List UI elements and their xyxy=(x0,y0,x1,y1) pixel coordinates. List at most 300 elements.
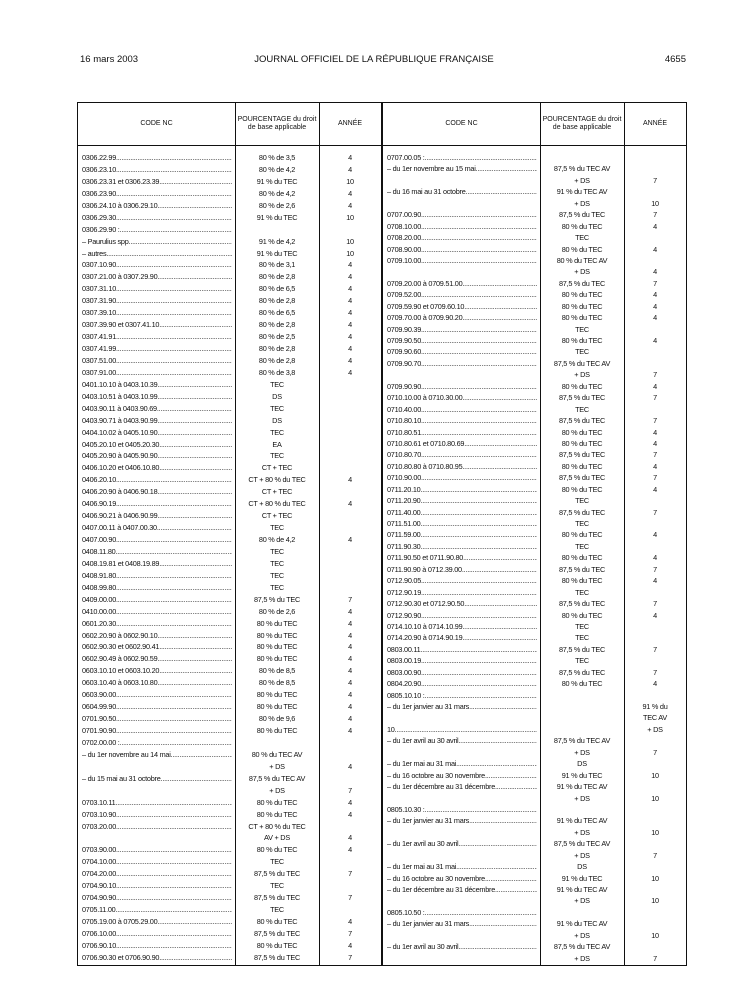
table-row xyxy=(383,164,686,175)
table-row xyxy=(383,485,686,496)
table-row xyxy=(383,176,686,187)
cell-year: 4 xyxy=(348,606,352,616)
table-row xyxy=(78,714,381,726)
cell-year: 4 xyxy=(653,438,657,448)
table-row xyxy=(383,748,686,759)
table-row xyxy=(78,690,381,702)
cell-rate: 80 % du TEC xyxy=(256,809,298,819)
table-row xyxy=(383,370,686,381)
table-row xyxy=(383,862,686,873)
cell-rate: + DS xyxy=(574,896,590,906)
cell-code: – du 1er mai au 31 mai ..... xyxy=(387,759,537,768)
cell-rate: DS xyxy=(272,391,282,401)
table-row xyxy=(383,622,686,633)
cell-rate: 80 % du TEC xyxy=(256,917,298,926)
table-row xyxy=(78,201,381,213)
cell-code: – du 16 octobre au 30 novembre ..... xyxy=(387,874,537,883)
cell-rate: 80 % du TEC xyxy=(256,797,298,807)
cell-rate: 80 % du TEC xyxy=(561,313,603,323)
table-row xyxy=(383,462,686,473)
table-row xyxy=(78,260,381,272)
table-row xyxy=(78,499,381,511)
cell-rate: 80 % du TEC xyxy=(256,940,298,950)
cell-code: 0603.90.00 ..... xyxy=(82,690,232,699)
table-row xyxy=(383,553,686,564)
cell-code: 0602.20.90 à 0602.90.10 ..... xyxy=(82,631,232,640)
cell-rate: + DS xyxy=(574,175,590,185)
cell-code: – du 16 octobre au 30 novembre ..... xyxy=(387,771,537,780)
table-row xyxy=(383,210,686,221)
cell-rate: TEC xyxy=(575,233,589,243)
table-row xyxy=(78,571,381,583)
cell-rate: 80 % de 6,5 xyxy=(258,284,296,294)
table-row xyxy=(383,611,686,622)
table-header xyxy=(383,103,686,146)
cell-code: 0712.90.30 et 0712.90.50 ..... xyxy=(387,599,537,608)
cell-year: 4 xyxy=(348,797,352,807)
table-row xyxy=(383,279,686,290)
table-row xyxy=(78,941,381,953)
table-row xyxy=(78,905,381,917)
cell-year: 10 xyxy=(346,236,354,246)
cell-rate: 91 % du TEC xyxy=(561,873,603,883)
table-row xyxy=(78,953,381,965)
cell-code: – du 1er novembre au 15 mai ..... xyxy=(387,164,537,173)
cell-rate: 80 % du TEC xyxy=(561,336,603,345)
cell-rate: + DS xyxy=(574,198,590,208)
cell-code: 0707.00.05 : ..... xyxy=(387,153,537,162)
table-row xyxy=(383,759,686,770)
table-row xyxy=(383,896,686,907)
cell-rate: CT + TEC xyxy=(261,463,293,473)
cell-rate: 87,5 % du TEC AV xyxy=(553,164,611,174)
table-row xyxy=(78,475,381,487)
header-year: ANNÉE xyxy=(642,120,668,127)
cell-code: 0712.90.05 ..... xyxy=(387,576,537,585)
table-body xyxy=(383,153,686,965)
cell-year: 4 xyxy=(348,654,352,664)
table-row xyxy=(78,308,381,320)
table-row xyxy=(383,771,686,782)
cell-code: 0708.10.00 ..... xyxy=(387,222,537,231)
cell-rate: 80 % du TEC xyxy=(561,576,603,586)
cell-code: 0705.11.00 ..... xyxy=(82,905,232,914)
cell-rate: 87,5 % du TEC xyxy=(558,644,606,654)
cell-year: 4 xyxy=(348,714,352,724)
table-row xyxy=(78,666,381,678)
cell-code: 0710.80.80 à 0710.80.95 ..... xyxy=(387,462,537,471)
table-row xyxy=(383,954,686,965)
table-row xyxy=(78,833,381,845)
table-row xyxy=(383,576,686,587)
cell-rate: 80 % du TEC xyxy=(256,845,298,855)
cell-rate: 80 % de 2,8 xyxy=(258,355,296,365)
table-row xyxy=(383,736,686,747)
table-row xyxy=(383,702,686,713)
cell-year: 10 xyxy=(346,176,354,186)
cell-rate: + DS xyxy=(574,747,590,757)
cell-rate: 80 % de 2,6 xyxy=(258,606,296,616)
table-row xyxy=(383,325,686,336)
cell-year: 7 xyxy=(653,644,657,654)
cell-rate: 80 % de 2,8 xyxy=(258,344,296,353)
table-row xyxy=(383,816,686,827)
cell-code: 0703.20.00 ..... xyxy=(82,822,232,831)
cell-code: 0408.11.80 ..... xyxy=(82,547,232,556)
table-row xyxy=(78,440,381,452)
table-row xyxy=(383,805,686,816)
table-row xyxy=(383,496,686,507)
cell-rate: TEC xyxy=(270,451,284,461)
cell-year: 4 xyxy=(653,679,657,689)
cell-code: 0804.20.90 ..... xyxy=(387,679,537,688)
cell-rate: 80 % du TEC xyxy=(256,690,298,700)
cell-code: 0602.90.49 à 0602.90.59 ..... xyxy=(82,654,232,663)
table-row xyxy=(383,713,686,724)
table-row xyxy=(78,416,381,428)
cell-rate: 80 % de 9,6 xyxy=(258,714,296,724)
table-row xyxy=(383,885,686,896)
cell-code: 0307.39.10 ..... xyxy=(82,308,232,317)
table-row xyxy=(78,583,381,595)
table-row xyxy=(78,165,381,177)
cell-rate: 80 % de 2,8 xyxy=(258,272,296,282)
cell-rate: + DS xyxy=(269,761,285,771)
cell-year: 4 xyxy=(348,272,352,282)
cell-year: 7 xyxy=(653,210,657,220)
cell-year: 7 xyxy=(348,869,352,879)
cell-rate: 80 % du TEC xyxy=(561,438,603,448)
cell-code: 0711.40.00 ..... xyxy=(387,508,537,517)
table-row xyxy=(78,869,381,881)
table-row xyxy=(383,233,686,244)
cell-code: 0711.90.90 à 0712.39.00 ..... xyxy=(387,565,537,574)
cell-code: 0710.80.51 ..... xyxy=(387,428,537,437)
cell-year: 4 xyxy=(653,461,657,471)
table-row xyxy=(383,656,686,667)
cell-code: 0706.90.30 et 0706.90.90 ..... xyxy=(82,953,232,962)
cell-rate: 87,5 % du TEC xyxy=(253,928,301,938)
cell-year: 4 xyxy=(348,761,352,771)
table-row xyxy=(78,631,381,643)
table-row xyxy=(383,679,686,690)
cell-rate: CT + TEC xyxy=(261,487,293,497)
cell-code: 0709.90.50 ..... xyxy=(387,336,537,345)
cell-year: 7 xyxy=(653,953,657,963)
table-row xyxy=(78,798,381,810)
cell-code: 0803.00.11 ..... xyxy=(387,645,537,654)
cell-code: 0709.90.90 ..... xyxy=(387,382,537,391)
cell-code: 0711.90.30 ..... xyxy=(387,542,537,551)
table-row xyxy=(383,645,686,656)
cell-code: – du 1er janvier au 31 mars ..... xyxy=(387,702,537,711)
cell-code: 0711.59.00 ..... xyxy=(387,530,537,539)
cell-rate: TEC xyxy=(270,582,284,592)
cell-rate: + DS xyxy=(574,953,590,963)
table-row xyxy=(78,320,381,332)
table-row xyxy=(78,344,381,356)
table-row xyxy=(78,272,381,284)
cell-code: 0805.10.10 : ..... xyxy=(387,691,537,700)
cell-rate: 80 % du TEC xyxy=(256,618,298,628)
cell-code: 0709.20.00 à 0709.51.00 ..... xyxy=(387,279,537,288)
cell-year: 4 xyxy=(653,313,657,323)
cell-code: 0306.23.90 ..... xyxy=(82,189,232,198)
cell-rate: + DS xyxy=(574,930,590,940)
cell-code: 0307.10.90 ..... xyxy=(82,260,232,269)
cell-year: 10 xyxy=(346,248,354,258)
cell-year: 4 xyxy=(653,301,657,311)
table-row xyxy=(78,249,381,261)
cell-code: 0406.90.19 ..... xyxy=(82,499,232,508)
journal-title: JOURNAL OFFICIEL DE LA RÉPUBLIQUE FRANÇAISE xyxy=(254,54,494,65)
cell-code: 0710.80.70 ..... xyxy=(387,450,537,459)
table-row xyxy=(383,393,686,404)
table-row xyxy=(78,810,381,822)
cell-code: 0714.20.90 à 0714.90.19 ..... xyxy=(387,633,537,642)
cell-code: 0701.90.50 ..... xyxy=(82,714,232,723)
table-row xyxy=(78,881,381,893)
table-row xyxy=(78,213,381,225)
cell-code: 0709.10.00 ..... xyxy=(387,256,537,265)
table-row xyxy=(78,404,381,416)
cell-rate: TEC xyxy=(270,546,284,556)
cell-year: 4 xyxy=(348,833,352,843)
table-row xyxy=(383,405,686,416)
cell-year: 4 xyxy=(348,260,352,270)
cell-rate: 91 % du TEC xyxy=(256,248,298,258)
cell-rate: TEC xyxy=(270,905,284,915)
cell-code: 0709.90.70 ..... xyxy=(387,359,537,368)
cell-rate: 80 % du TEC xyxy=(256,726,298,735)
table-row xyxy=(78,702,381,714)
table-row xyxy=(78,786,381,798)
cell-rate: 80 % du TEC xyxy=(561,221,603,231)
cell-rate: 80 % de 2,8 xyxy=(258,320,296,330)
cell-code: 0805.10.50 : ..... xyxy=(387,908,537,917)
cell-rate: 91 % du TEC xyxy=(561,770,603,780)
cell-rate: 87,5 % du TEC xyxy=(558,210,606,220)
cell-code: 0601.20.30 ..... xyxy=(82,619,232,628)
cell-year: 7 xyxy=(653,507,657,517)
cell-code: 0709.59.90 et 0709.60.10 ..... xyxy=(387,302,537,311)
cell-code: 0602.90.30 et 0602.90.41 ..... xyxy=(82,642,232,651)
cell-code: – du 1er mai au 31 mai ..... xyxy=(387,862,537,871)
cell-rate: EA xyxy=(272,439,282,449)
cell-rate: 80 % du TEC xyxy=(561,290,603,300)
cell-rate: DS xyxy=(272,415,282,425)
cell-code: 0710.80.10 ..... xyxy=(387,416,537,425)
cell-code: 0712.90.19 ..... xyxy=(387,588,537,597)
cell-code: 0704.90.10 ..... xyxy=(82,881,232,890)
table-row xyxy=(383,519,686,530)
cell-rate: TEC xyxy=(575,541,589,551)
cell-year: 4 xyxy=(348,344,352,353)
table-row xyxy=(78,607,381,619)
cell-rate: 91 % du TEC AV xyxy=(556,782,608,792)
table-row xyxy=(78,750,381,762)
table-row xyxy=(383,336,686,347)
cell-rate: 87,5 % du TEC xyxy=(253,893,301,903)
cell-rate: 80 % du TEC xyxy=(256,654,298,664)
cell-rate: TEC xyxy=(575,656,589,666)
cell-year: 4 xyxy=(348,320,352,330)
cell-code: 0406.90.21 à 0406.90.99 ..... xyxy=(82,511,232,520)
cell-rate: 87,5 % du TEC xyxy=(558,473,606,483)
cell-code: 0711.20.90 ..... xyxy=(387,496,537,505)
cell-rate: 80 % du TEC xyxy=(561,484,603,494)
cell-code: 0706.10.00 ..... xyxy=(82,929,232,938)
cell-year: 4 xyxy=(348,200,352,210)
table-row xyxy=(78,368,381,380)
cell-rate: TEC xyxy=(270,427,284,437)
table-row xyxy=(383,187,686,198)
table-row xyxy=(383,942,686,953)
table-row xyxy=(78,284,381,296)
cell-code: 0710.80.61 et 0710.80.69 ..... xyxy=(387,439,537,448)
cell-code: 0709.52.00 ..... xyxy=(387,290,537,299)
cell-rate: 87,5 % du TEC AV xyxy=(553,358,611,368)
cell-code: 0805.10.30 : ..... xyxy=(387,805,537,814)
table-row xyxy=(78,153,381,165)
cell-code: 0306.23.31 et 0306.23.39 ..... xyxy=(82,177,232,186)
cell-rate: 80 % de 6,5 xyxy=(258,308,296,318)
cell-rate: CT + 80 % du TEC xyxy=(248,821,306,831)
table-row xyxy=(383,222,686,233)
cell-code: 0410.00.00 ..... xyxy=(82,607,232,616)
cell-code: – du 1er avril au 30 avril ..... xyxy=(387,736,537,745)
table-row xyxy=(78,535,381,547)
cell-code: 0405.20.10 et 0405.20.30 ..... xyxy=(82,440,232,449)
table-row xyxy=(383,290,686,301)
cell-year: 4 xyxy=(348,630,352,640)
cell-code: – autres ..... xyxy=(82,249,232,258)
cell-year: 4 xyxy=(653,381,657,391)
cell-rate: TEC xyxy=(575,404,589,414)
cell-code: 0603.10.40 à 0603.10.80 ..... xyxy=(82,678,232,687)
cell-year: 10 xyxy=(651,198,659,208)
table-header xyxy=(78,103,381,146)
cell-code: 0403.10.51 à 0403.10.99 ..... xyxy=(82,392,232,401)
cell-rate: 91 % du TEC AV xyxy=(556,919,608,929)
table-row xyxy=(78,619,381,631)
cell-rate: 80 % de 3,8 xyxy=(258,367,296,377)
table-row xyxy=(383,508,686,519)
cell-year: 4 xyxy=(348,296,352,306)
cell-rate: 91 % de 4,2 xyxy=(258,236,296,246)
cell-rate: DS xyxy=(577,759,587,769)
cell-rate: 87,5 % du TEC xyxy=(558,564,606,574)
cell-code: 0703.10.11 ..... xyxy=(82,798,232,807)
cell-rate: TEC xyxy=(575,519,589,528)
cell-code: – du 1er novembre au 14 mai ..... xyxy=(82,750,232,759)
cell-code: 0404.10.02 à 0405.10.90 ..... xyxy=(82,428,232,437)
cell-code: 0306.24.10 à 0306.29.10 ..... xyxy=(82,201,232,210)
table-row xyxy=(383,599,686,610)
cell-code: 0709.70.00 à 0709.90.20 ..... xyxy=(387,313,537,322)
table-row xyxy=(383,794,686,805)
cell-rate: TEC xyxy=(270,558,284,568)
table-row xyxy=(78,845,381,857)
table-row xyxy=(78,451,381,463)
table-row xyxy=(383,633,686,644)
cell-rate: 80 % de 2,6 xyxy=(258,200,296,210)
cell-rate: 91 % du TEC xyxy=(256,176,298,186)
cell-code: 0307.41.91 ..... xyxy=(82,332,232,341)
cell-year: 4 xyxy=(653,610,657,620)
cell-code: 0408.99.80 ..... xyxy=(82,583,232,592)
cell-year: 4 xyxy=(653,267,657,277)
cell-rate: TEC xyxy=(575,633,589,643)
cell-rate: 87,5 % du TEC AV xyxy=(248,773,306,783)
cell-rate: + DS xyxy=(574,850,590,860)
cell-code: – du 16 mai au 31 octobre ..... xyxy=(387,187,537,196)
cell-rate: 80 % du TEC xyxy=(561,530,603,540)
cell-year: 7 xyxy=(653,450,657,460)
cell-code: 0711.20.10 ..... xyxy=(387,485,537,494)
cell-code: – du 1er avril au 30 avril ..... xyxy=(387,839,537,848)
cell-year: 10 xyxy=(651,873,659,883)
table-row xyxy=(383,347,686,358)
cell-year: 4 xyxy=(348,499,352,509)
table-row xyxy=(383,542,686,553)
cell-code: – du 1er avril au 30 avril ..... xyxy=(387,942,537,951)
cell-year: 7 xyxy=(348,952,352,962)
cell-year: 4 xyxy=(348,618,352,628)
cell-rate: 80 % du TEC xyxy=(256,630,298,640)
header-code-nc: CODE NC xyxy=(445,120,478,127)
cell-rate: 87,5 % du TEC AV xyxy=(553,736,611,746)
cell-rate: 80 % du TEC AV xyxy=(251,749,303,759)
cell-rate: 91 % du TEC AV xyxy=(556,816,608,826)
page-date: 16 mars 2003 xyxy=(80,54,139,65)
cell-year: 4 xyxy=(348,702,352,712)
cell-code: 0701.90.90 ..... xyxy=(82,726,232,735)
table-row xyxy=(78,642,381,654)
cell-code: 0306.29.30 ..... xyxy=(82,213,232,222)
cell-year: 4 xyxy=(348,678,352,688)
cell-year: 7 xyxy=(653,667,657,677)
page-number: 4655 xyxy=(664,54,686,65)
cell-code: – du 1er décembre au 31 décembre ..... xyxy=(387,782,537,791)
table-row xyxy=(78,428,381,440)
cell-rate: TEC xyxy=(270,523,284,533)
table-row xyxy=(383,874,686,885)
table-row xyxy=(78,523,381,535)
cell-rate: 80 % du TEC xyxy=(561,427,603,437)
table-row xyxy=(78,463,381,475)
cell-rate: + DS xyxy=(574,827,590,837)
cell-rate: 87,5 % du TEC xyxy=(558,450,606,460)
table-row xyxy=(383,428,686,439)
cell-year: 10 xyxy=(346,212,354,222)
cell-rate: 80 % du TEC xyxy=(561,610,603,620)
cell-code: 0307.39.90 et 0307.41.10 ..... xyxy=(82,320,232,329)
cell-code: 0704.10.00 ..... xyxy=(82,857,232,866)
cell-year: 7 xyxy=(348,928,352,938)
cell-code: 0702.00.00 : ..... xyxy=(82,738,232,747)
cell-rate: 87,5 % du TEC AV xyxy=(553,839,611,849)
cell-year: 4 xyxy=(348,308,352,318)
cell-year: 4 xyxy=(653,530,657,540)
cell-year: 7 xyxy=(653,278,657,288)
table-row xyxy=(383,828,686,839)
table-row xyxy=(383,267,686,278)
cell-rate: 87,5 % du TEC xyxy=(558,393,606,403)
cell-year: 10 xyxy=(651,930,659,940)
cell-rate: + DS xyxy=(574,370,590,380)
cell-code: – du 1er janvier au 31 mars ..... xyxy=(387,919,537,928)
